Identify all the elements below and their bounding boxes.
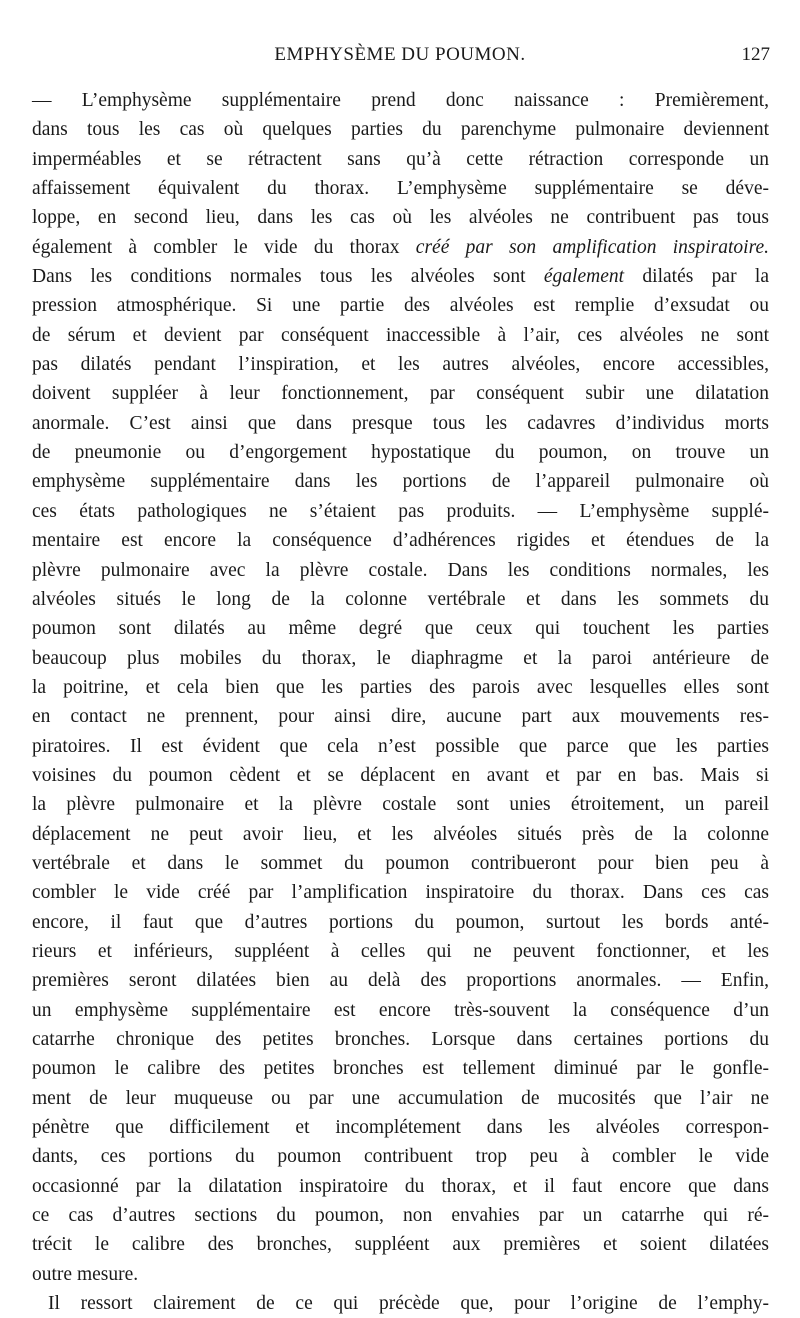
text-line: voisines du poumon cèdent et se déplacent en avant et par en bas. Mais si (32, 764, 769, 786)
text-line: loppe, en second lieu, dans les cas où les alvéoles ne contribuent pas tous (32, 207, 769, 229)
text-line: pénètre que difficilement et incomplétement dans les alvéoles correspon- (32, 1117, 769, 1139)
text-line: encore, il faut que d’autres portions du poumon, surtout les bords anté- (32, 911, 769, 933)
text-line (32, 262, 769, 291)
text-line: ces états pathologiques ne s’étaient pas produits. — L’emphysème supplé- (32, 500, 769, 522)
text-line: outre mesure. (32, 1263, 139, 1285)
text-line: pression atmosphérique. Si une partie des alvéoles est remplie d’exsudat ou (32, 295, 769, 317)
text-line: plèvre pulmonaire avec la plèvre costale. Dans les conditions normales, les (32, 559, 769, 581)
text-line: la plèvre pulmonaire et la plèvre costale sont unies étroitement, un pareil (32, 794, 769, 816)
text-line: premières seront dilatées bien au delà des proportions anormales. — Enfin, (32, 970, 769, 992)
italic-run: créé par son amplification inspiratoire. (415, 236, 769, 258)
text-line: un emphysème supplémentaire est encore très-souvent la conséquence d’un (32, 999, 769, 1021)
text-line: — L’emphysème supplémentaire prend donc naissance : Premièrement, (32, 90, 769, 111)
text-line: ment de leur muqueuse ou par une accumulation de mucosités que l’air ne (32, 1087, 769, 1109)
text-line: poumon sont dilatés au même degré que ceux qui touchent les parties (32, 618, 769, 640)
text-line: en contact ne prennent, pour ainsi dire, aucune part aux mouvements res- (32, 706, 769, 728)
text-line: occasionné par la dilatation inspiratoire du thorax, et il faut encore que dans (32, 1175, 769, 1197)
text-run: Dans les conditions normales tous les alvéoles sont (32, 266, 544, 288)
text-line (32, 233, 769, 262)
text-line: dans tous les cas où quelques parties du parenchyme pulmonaire deviennent (32, 119, 769, 141)
running-title: EMPHYSÈME DU POUMON. (274, 44, 526, 65)
text-line: mentaire est encore la conséquence d’adhérences rigides et étendues de la (32, 530, 769, 552)
text-line: de sérum et devient par conséquent inaccessible à l’air, ces alvéoles ne sont (32, 324, 769, 346)
running-head (30, 44, 770, 74)
text-line: la poitrine, et cela bien que les parties des parois avec lesquelles elles sont (32, 676, 769, 698)
text-line: beaucoup plus mobiles du thorax, le diaphragme et la paroi antérieure de (32, 647, 769, 669)
text-line: vertébrale et dans le sommet du poumon contribueront pour bien peu à (32, 852, 769, 874)
text-line: combler le vide créé par l’amplification inspiratoire du thorax. Dans ces cas (32, 882, 769, 904)
text-line: dants, ces portions du poumon contribuent trop peu à combler le vide (32, 1146, 769, 1168)
text-line: pas dilatés pendant l’inspiration, et les autres alvéoles, encore accessibles, (32, 354, 769, 376)
text-line: piratoires. Il est évident que cela n’est possible que parce que les parties (32, 735, 769, 757)
text-line: Il ressort clairement de ce qui précède que, pour l’origine de l’emphy- (48, 1293, 769, 1315)
text-line: trécit le calibre des bronches, suppléent aux premières et soient dilatées (32, 1234, 769, 1256)
text-line: poumon le calibre des petites bronches est tellement diminué par le gonfle- (32, 1058, 769, 1080)
text-line: doivent suppléer à leur fonctionnement, par conséquent subir une dilatation (32, 383, 769, 405)
text-line: de pneumonie ou d’engorgement hypostatique du poumon, on trouve un (32, 442, 769, 464)
text-line: catarrhe chronique des petites bronches. Lorsque dans certaines portions du (32, 1029, 769, 1050)
text-run: également à combler le vide du thorax (32, 236, 416, 258)
text-line: imperméables et se rétractent sans qu’à cette rétraction corresponde un (32, 148, 769, 170)
text-line: anormale. C’est ainsi que dans presque tous les cadavres d’individus morts (32, 412, 769, 434)
body-text (32, 86, 769, 1318)
text-run: dilatés par la (624, 266, 769, 288)
text-line: emphysème supplémentaire dans les portions de l’appareil pulmonaire où (32, 471, 769, 493)
text-line: rieurs et inférieurs, suppléent à celles qui ne peuvent fonctionner, et les (32, 940, 769, 962)
text-line: alvéoles situés le long de la colonne vertébrale et dans les sommets du (32, 588, 769, 610)
text-line: ce cas d’autres sections du poumon, non envahies par un catarrhe qui ré- (32, 1205, 769, 1227)
text-line: affaissement équivalent du thorax. L’emphysème supplémentaire se déve- (32, 178, 769, 200)
page-number: 127 (741, 44, 770, 65)
italic-run: également (543, 266, 625, 288)
text-line: déplacement ne peut avoir lieu, et les alvéoles situés près de la colonne (32, 823, 769, 845)
